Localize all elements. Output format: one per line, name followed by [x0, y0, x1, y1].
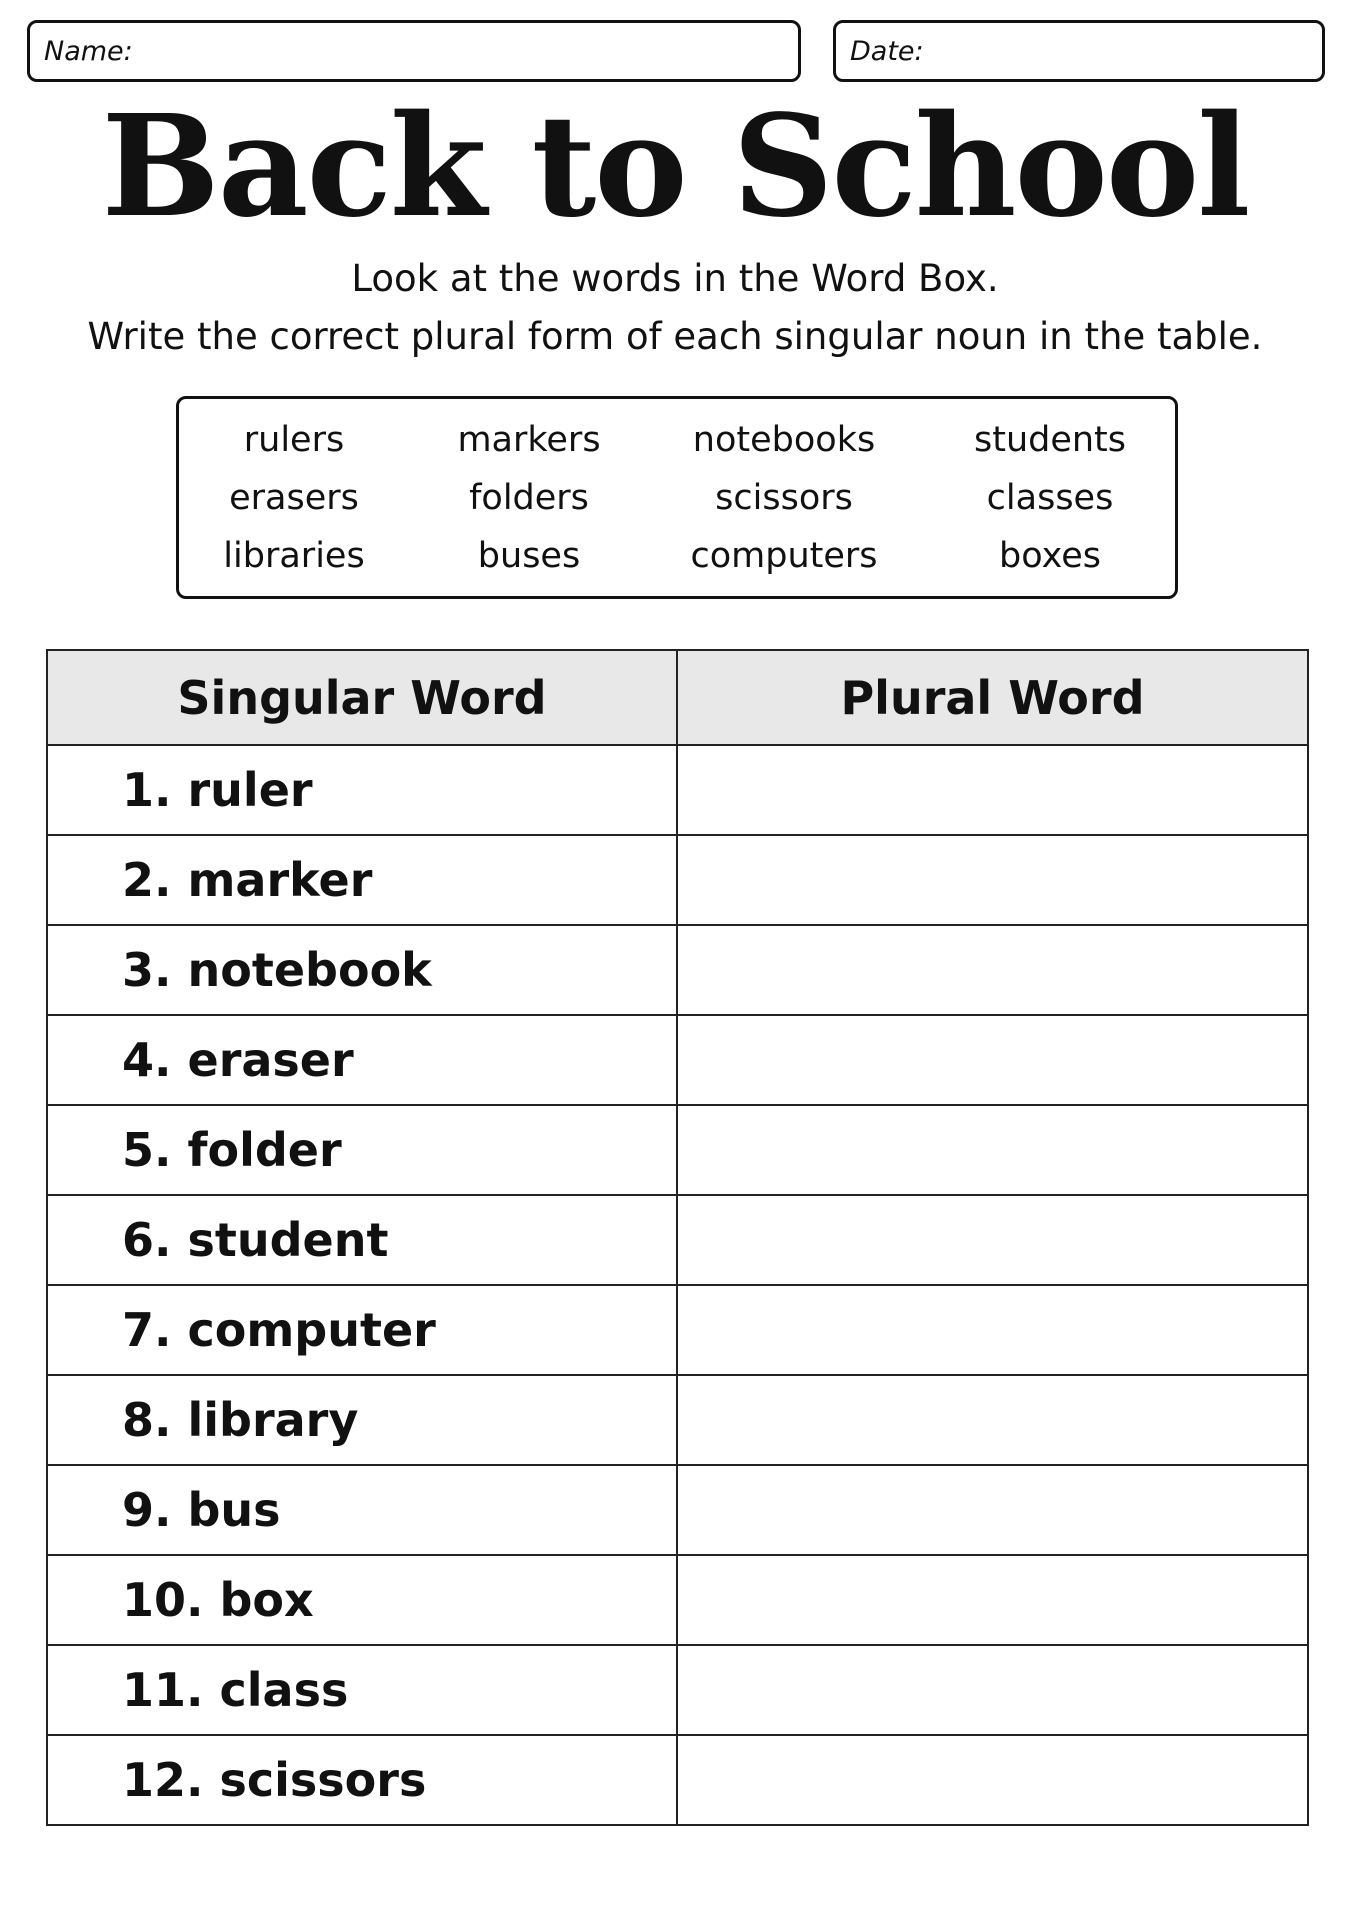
plural-answer-cell[interactable] — [677, 1375, 1308, 1465]
word-box-word: boxes — [999, 536, 1101, 576]
word-box-word: libraries — [223, 536, 365, 576]
table-row — [47, 745, 1308, 835]
table-row — [47, 1015, 1308, 1105]
plural-answer-cell[interactable] — [677, 1285, 1308, 1375]
name-label: Name: — [44, 35, 133, 67]
date-label: Date: — [850, 35, 924, 67]
table-row — [47, 1285, 1308, 1375]
word-box-word: rulers — [243, 420, 345, 460]
plural-answer-cell[interactable] — [677, 1015, 1308, 1105]
header-plural: Plural Word — [677, 650, 1308, 745]
table-row — [47, 925, 1308, 1015]
plural-answer-cell[interactable] — [677, 745, 1308, 835]
table-row — [47, 1465, 1308, 1555]
singular-cell: 10. box — [47, 1555, 677, 1645]
singular-cell: 4. eraser — [47, 1015, 677, 1105]
plural-answer-cell[interactable] — [677, 925, 1308, 1015]
singular-cell: 12. scissors — [47, 1735, 677, 1825]
date-field[interactable] — [833, 20, 1325, 82]
word-box-word: markers — [457, 420, 601, 460]
plural-table — [46, 649, 1309, 1826]
page-title: Back to School — [101, 85, 1249, 249]
plural-answer-cell[interactable] — [677, 1105, 1308, 1195]
table-row — [47, 1555, 1308, 1645]
singular-cell: 8. library — [47, 1375, 677, 1465]
table-row — [47, 1375, 1308, 1465]
word-box-word: computers — [690, 536, 878, 576]
table-row — [47, 1105, 1308, 1195]
word-box-column — [649, 411, 919, 585]
plural-answer-cell[interactable] — [677, 1195, 1308, 1285]
word-box-word: notebooks — [692, 420, 876, 460]
table-row — [47, 1195, 1308, 1285]
table-header-row — [47, 650, 1308, 745]
plural-answer-cell[interactable] — [677, 1645, 1308, 1735]
plural-answer-cell[interactable] — [677, 1465, 1308, 1555]
word-box-word: folders — [469, 478, 589, 518]
word-box-word: classes — [986, 478, 1114, 518]
word-box-word: students — [973, 420, 1127, 460]
word-box-column — [179, 411, 409, 585]
singular-cell: 11. class — [47, 1645, 677, 1735]
singular-cell: 5. folder — [47, 1105, 677, 1195]
word-box — [176, 396, 1178, 599]
table-row — [47, 1645, 1308, 1735]
instruction-line-2: Write the correct plural form of each singular noun in the table. — [87, 315, 1263, 358]
singular-cell: 7. computer — [47, 1285, 677, 1375]
singular-cell: 2. marker — [47, 835, 677, 925]
word-box-word: scissors — [715, 478, 853, 518]
word-box-word: buses — [477, 536, 581, 576]
plural-answer-cell[interactable] — [677, 1735, 1308, 1825]
word-box-column — [409, 411, 649, 585]
word-box-column — [919, 411, 1181, 585]
word-box-word: erasers — [229, 478, 359, 518]
header-singular: Singular Word — [47, 650, 677, 745]
singular-cell: 1. ruler — [47, 745, 677, 835]
singular-cell: 3. notebook — [47, 925, 677, 1015]
singular-cell: 9. bus — [47, 1465, 677, 1555]
instruction-line-1: Look at the words in the Word Box. — [351, 257, 999, 300]
table-row — [47, 835, 1308, 925]
plural-answer-cell[interactable] — [677, 835, 1308, 925]
singular-cell: 6. student — [47, 1195, 677, 1285]
table-row — [47, 1735, 1308, 1825]
plural-answer-cell[interactable] — [677, 1555, 1308, 1645]
name-field[interactable] — [27, 20, 801, 82]
